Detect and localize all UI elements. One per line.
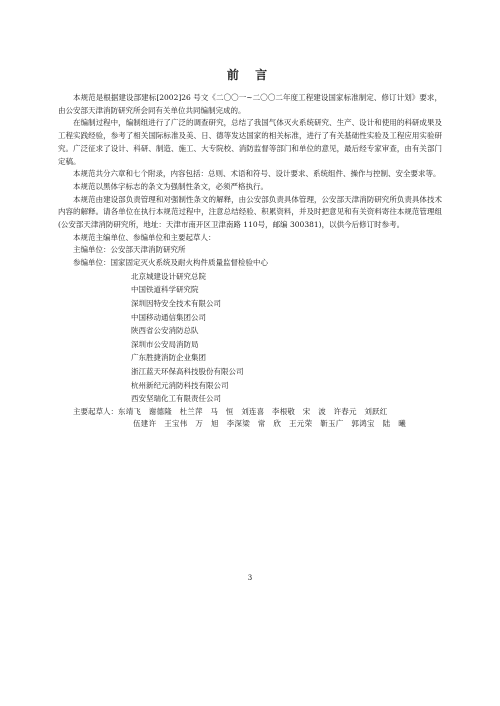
paragraph-process: 在编制过程中，编制组进行了广泛的调查研究，总结了我国气体灭火系统研究、生产、设计和使用的科研成果及工程实践经验，参考了相关国际标准及美、日、德等发达国家的相关标准，进行了有关基础性实验及工程应用实验研究。广泛征求了设计、科研、制造、施工、大专院校、消防监督等部门和单位的意见，最后经专家审查，由有关部门定稿。 [58, 118, 442, 166]
participating-unit: 浙江蓝天环保高科技股份有限公司 [131, 367, 244, 376]
participating-unit: 北京城建设计研究总院 [131, 271, 206, 281]
participating-unit: 深圳因特安全技术有限公司 [131, 299, 221, 309]
participating-unit: 杭州新纪元消防科技有限公司 [131, 380, 229, 390]
participating-units-label: 参编单位：国家固定灭火系统及耐火构件质量监督检验中心 [73, 258, 268, 268]
drafters-names-line1: 东靖飞 谢德隆 杜兰萍 马 恒 刘连喜 李根敬 宋 波 许春元 刘跃红 [118, 406, 388, 416]
page-title: 前 言 [226, 68, 274, 82]
document-body [58, 92, 442, 431]
paragraph-basis: 本规范是根据建设部建标[2002]26 号文《二〇〇一~二〇〇二年度工程建设国家标准制定、修订计划》要求，由公安部天津消防研究所会同有关单位共同编制完成的。 [58, 93, 442, 115]
drafters-label: 主要起草人： [73, 406, 118, 416]
participating-unit: 广东胜捷消防企业集团 [131, 353, 206, 363]
drafters-names-line2: 伍建许 王宝伟 万 旭 李深梁 常 欣 王元荣 靳玉广 郭鸿宝 陆 曦 [133, 419, 406, 429]
paragraph-mandatory: 本规范以黑体字标志的条文为强制性条文，必须严格执行。 [73, 181, 268, 191]
participating-unit: 陕西省公安消防总队 [131, 326, 199, 336]
participating-units-list [58, 270, 442, 406]
drafters-row [58, 406, 442, 419]
units-heading: 本规范主编单位、参编单位和主要起草人： [73, 232, 216, 242]
chief-unit: 主编单位：公安部天津消防研究所 [73, 245, 186, 255]
participating-unit: 深圳市公安局消防局 [131, 339, 199, 349]
paragraph-management: 本规范由建设部负责管理和对强制性条文的解释，由公安部负责具体管理，公安部天津消防研究所负责具体技术内容的解释。请各单位在执行本规范过程中，注意总结经验、积累资料，并及时把意见和有关资料寄往本规范管理组(公安部天津消防研究所，地址：天津市南开区卫津南路 110号，邮编 300381)，以供今后修订时参考。 [58, 194, 442, 230]
participating-unit: 西安坚瑞化工有限责任公司 [131, 394, 221, 404]
paragraph-contents: 本规范共分六章和七个附录，内容包括：总则、术语和符号、设计要求、系统组件、操作与控制、安全要求等。 [73, 169, 441, 179]
participating-unit: 中国移动通信集团公司 [131, 312, 206, 322]
page-number: 3 [247, 574, 253, 582]
participating-unit: 中国铁道科学研究院 [131, 285, 199, 295]
